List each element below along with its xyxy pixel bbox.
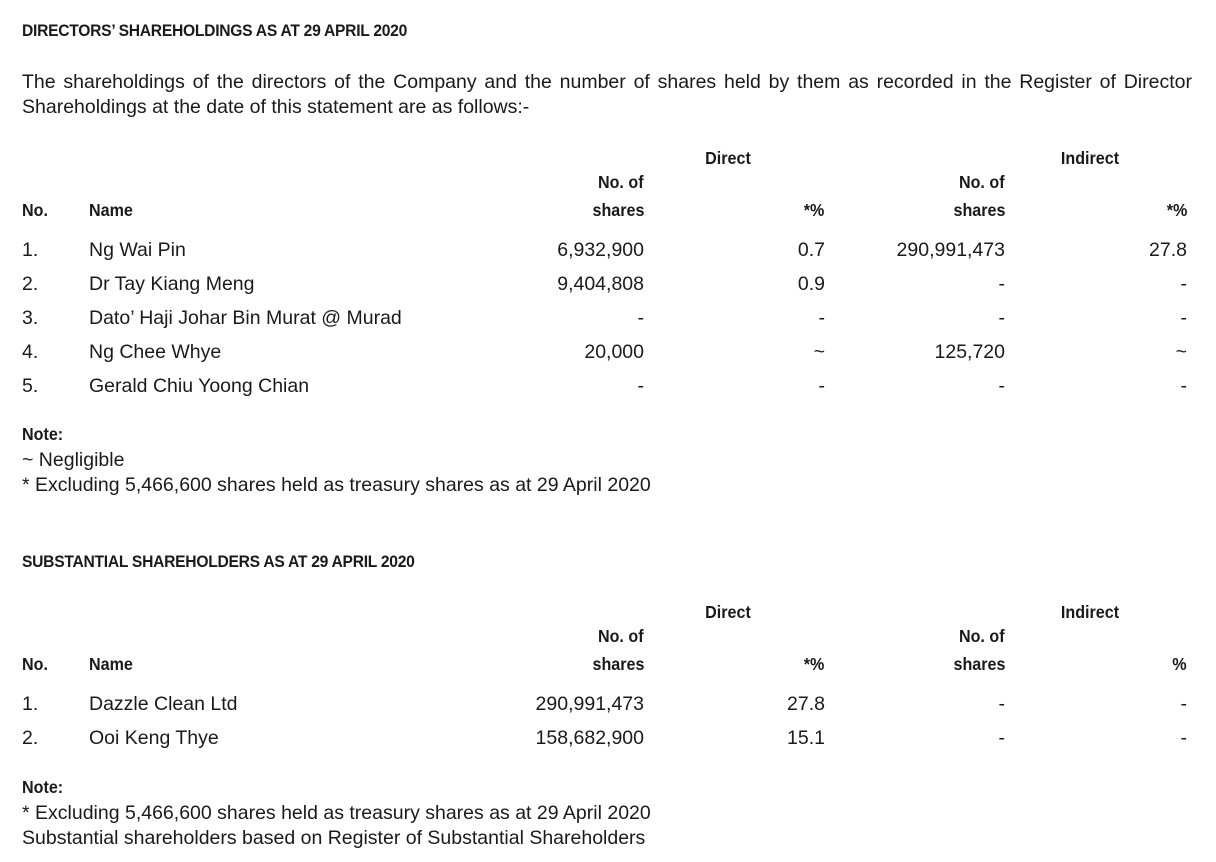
row-direct-pct: ~ [813,341,825,363]
row-no: 4. [22,341,39,363]
substantial-note-line: * Excluding 5,466,600 shares held as treasury shares as at 29 April 2020 [22,802,651,824]
row-indirect-pct: - [1180,727,1187,749]
row-no: 1. [22,693,39,715]
row-indirect-shares: - [998,375,1005,397]
substantial-name-header: Name [89,654,133,674]
row-indirect-shares: 290,991,473 [896,239,1005,261]
row-indirect-shares: 125,720 [934,341,1005,363]
row-indirect-shares: - [998,273,1005,295]
row-name: Dazzle Clean Ltd [89,693,238,715]
directors-direct-shares-header-line2: shares [592,200,644,220]
row-direct-pct: 15.1 [787,727,825,749]
directors-direct-pct-header: *% [803,200,824,220]
directors-indirect-shares-header-line1: No. of [959,172,1005,192]
substantial-indirect-shares-header-line1: No. of [959,626,1005,646]
row-direct-pct: 27.8 [787,693,825,715]
row-name: Dato’ Haji Johar Bin Murat @ Murad [89,307,402,329]
row-no: 3. [22,307,39,329]
row-name: Ooi Keng Thye [89,727,219,749]
row-name: Gerald Chiu Yoong Chian [89,375,310,397]
row-indirect-shares: - [998,693,1005,715]
substantial-direct-group-header: Direct [705,602,751,622]
directors-note-line: * Excluding 5,466,600 shares held as treasury shares as at 29 April 2020 [22,474,651,496]
row-direct-pct: 0.7 [797,239,825,261]
row-direct-pct: - [818,307,825,329]
substantial-no-header: No. [22,654,48,674]
row-no: 2. [22,273,39,295]
directors-no-header: No. [22,200,48,220]
row-indirect-pct: - [1180,375,1187,397]
substantial-indirect-pct-header: % [1172,654,1187,674]
substantial-note-title: Note: [22,777,64,797]
directors-section-title: DIRECTORS’ SHAREHOLDINGS AS AT 29 APRIL 2020 [22,21,408,40]
substantial-direct-shares-header-line1: No. of [598,626,644,646]
row-name: Ng Wai Pin [89,239,186,261]
directors-indirect-group-header: Indirect [1060,148,1120,168]
row-indirect-pct: ~ [1175,341,1187,363]
row-direct-shares: - [637,375,644,397]
directors-note-line: ~ Negligible [22,449,125,471]
row-direct-pct: - [818,375,825,397]
row-direct-shares: 290,991,473 [535,693,644,715]
row-no: 2. [22,727,39,749]
substantial-note-line: Substantial shareholders based on Register of Substantial Shareholders [22,827,646,849]
row-name: Dr Tay Kiang Meng [89,273,255,295]
row-indirect-shares: - [998,727,1005,749]
row-direct-shares: 6,932,900 [557,239,644,261]
row-direct-pct: 0.9 [797,273,825,295]
row-direct-shares: 158,682,900 [535,727,644,749]
row-direct-shares: - [637,307,644,329]
row-indirect-pct: - [1180,307,1187,329]
substantial-indirect-shares-header-line2: shares [953,654,1005,674]
directors-indirect-shares-header-line2: shares [953,200,1005,220]
directors-indirect-pct-header: *% [1166,200,1187,220]
directors-direct-group-header: Direct [705,148,751,168]
row-direct-shares: 20,000 [584,341,644,363]
row-indirect-pct: - [1180,273,1187,295]
substantial-indirect-group-header: Indirect [1060,602,1120,622]
directors-note-title: Note: [22,424,64,444]
row-name: Ng Chee Whye [89,341,222,363]
row-indirect-shares: - [998,307,1005,329]
directors-direct-shares-header-line1: No. of [598,172,644,192]
directors-name-header: Name [89,200,133,220]
directors-intro-paragraph: The shareholdings of the directors of the Company and the number of shares held by them as recorded in the Register of Director Shareholdings at the date of this statement are as follows:- [22,71,1192,118]
row-direct-shares: 9,404,808 [557,273,644,295]
row-indirect-pct: - [1180,693,1187,715]
substantial-section-title: SUBSTANTIAL SHAREHOLDERS AS AT 29 APRIL 2020 [22,552,415,571]
row-no: 1. [22,239,39,261]
row-no: 5. [22,375,39,397]
substantial-direct-shares-header-line2: shares [592,654,644,674]
substantial-direct-pct-header: *% [803,654,824,674]
row-indirect-pct: 27.8 [1149,239,1187,261]
